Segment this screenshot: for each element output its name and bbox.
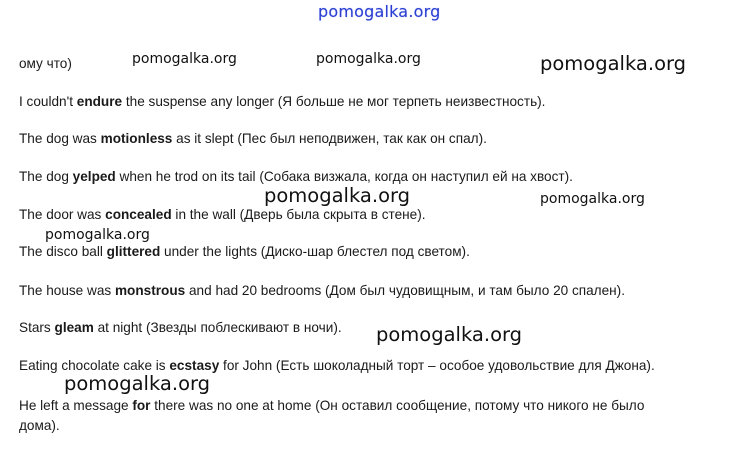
keyword: concealed (105, 207, 172, 222)
keyword: yelped (72, 169, 116, 184)
watermark-text: pomogalka.org (264, 184, 411, 207)
text-line-continuation: ому что) (19, 56, 72, 71)
sentence-yelped: The dog yelped when he trod on its tail (Собака визжала, когда он наступил ей на хвост). (19, 169, 573, 184)
sentence-concealed: The door was concealed in the wall (Дверь была скрыта в стене). (19, 207, 426, 222)
keyword: endure (76, 94, 123, 109)
sentence-for: He left a message for there was no one at home (Он оставил сообщение, потому что никого не было (19, 398, 645, 413)
sentence-motionless: The dog was motionless as it slept (Пес был неподвижен, так как он спал). (19, 131, 487, 146)
watermark-text: pomogalka.org (45, 227, 150, 243)
watermark-text: pomogalka.org (64, 372, 211, 395)
keyword: for (132, 398, 151, 413)
watermark-text: pomogalka.org (540, 191, 645, 207)
keyword: monstrous (114, 283, 186, 298)
sentence-gleam: Stars gleam at night (Звезды поблескивают в ночи). (19, 320, 342, 335)
header-watermark: pomogalka.org (318, 2, 441, 21)
sentence-endure: I couldn't endure the suspense any longer (Я больше не мог терпеть неизвестность). (19, 94, 546, 109)
keyword: ecstasy (169, 358, 220, 373)
sentence-for-continuation: дома). (19, 418, 60, 433)
keyword: motionless (100, 131, 173, 146)
watermark-text: pomogalka.org (316, 51, 421, 67)
watermark-text: pomogalka.org (376, 323, 523, 346)
watermark-text: pomogalka.org (132, 51, 237, 67)
keyword: gleam (54, 320, 94, 335)
sentence-glittered: The disco ball glittered under the lights (Диско-шар блестел под светом). (19, 244, 470, 259)
watermark-text: pomogalka.org (540, 52, 687, 75)
sentence-ecstasy: Eating chocolate cake is ecstasy for John (Есть шоколадный торт – особое удовольствие для Джона). (19, 358, 655, 373)
keyword: glittered (106, 244, 161, 259)
sentence-monstrous: The house was monstrous and had 20 bedrooms (Дом был чудовищным, и там было 20 спален). (19, 283, 625, 298)
